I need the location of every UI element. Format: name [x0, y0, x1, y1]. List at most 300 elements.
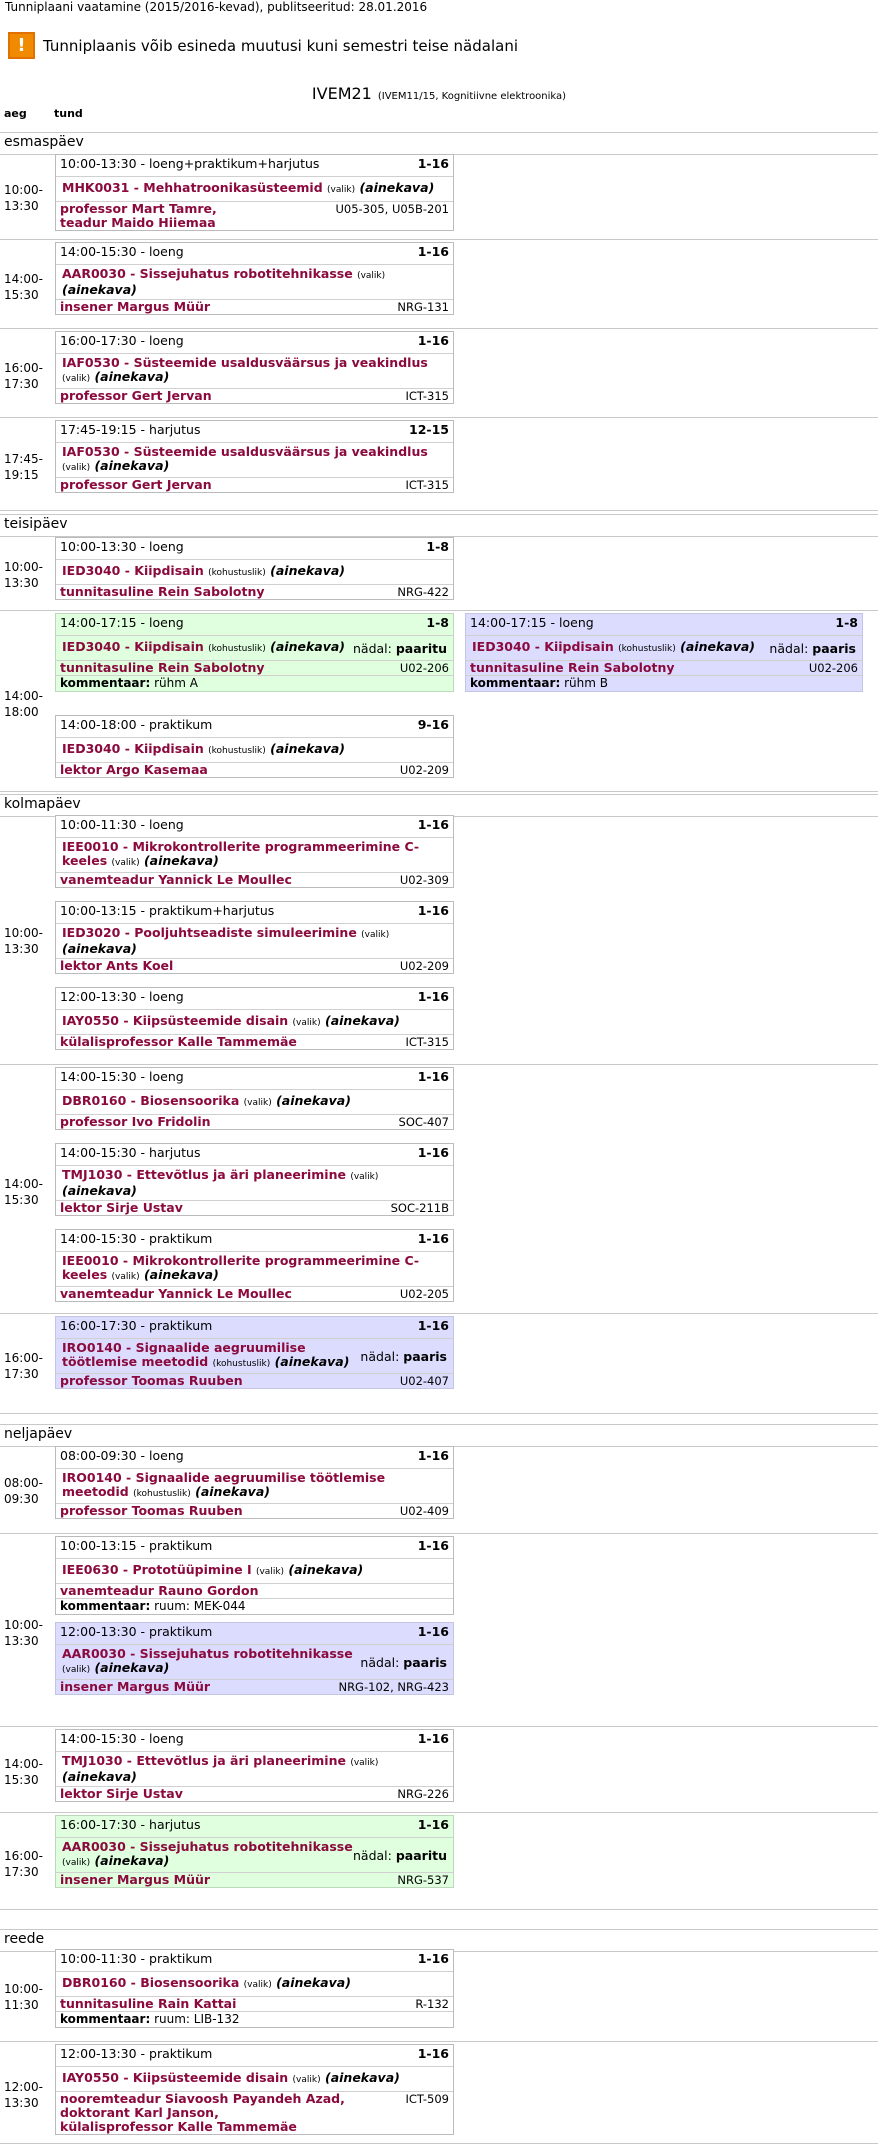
event-course — [466, 635, 862, 661]
day-heading: teisipäev — [0, 514, 878, 537]
event-room: U02-309 — [399, 873, 449, 887]
course-title: Kiipdisain — [134, 639, 204, 654]
event-room: NRG-131 — [397, 300, 449, 314]
ainekava-link[interactable]: (ainekava) — [94, 369, 170, 384]
event-time: 14:00-15:30 - — [60, 1069, 146, 1084]
slot-time: 10:00-13:30 — [4, 183, 43, 213]
week-value: paaritu — [395, 1847, 447, 1863]
course-title: Prototüüpimine I — [132, 1562, 252, 1577]
event-course — [56, 923, 453, 959]
slot-separator — [0, 791, 878, 792]
event-room: SOC-211B — [390, 1201, 449, 1215]
slot-time: 10:00-11:30 — [4, 1981, 43, 2012]
event-staff — [56, 2092, 453, 2134]
group-name: (IVEM11/15, Kognitiivne elektroonika) — [377, 91, 567, 102]
course-name[interactable]: TMJ1030 - Ettevõtlus ja äri planeerimine (valik) (ainekava) — [62, 1167, 379, 1198]
event-time-type — [60, 1537, 212, 1558]
event-weeks: 1-16 — [417, 1817, 449, 1832]
event-staff — [56, 873, 453, 887]
course-title: Sissejuhatus robotitehnikasse — [139, 1839, 353, 1854]
ainekava-link[interactable]: (ainekava) — [680, 639, 755, 654]
event-header — [466, 614, 862, 635]
event-weeks: 1-8 — [835, 615, 858, 630]
event-weeks: 1-16 — [417, 1145, 449, 1160]
teacher-name[interactable]: teadur Maido Hiiemaa — [60, 215, 216, 230]
event-weeks: 1-16 — [417, 1231, 449, 1246]
slot-separator — [0, 510, 878, 511]
course-title: Süsteemide usaldusväärsus ja veakindlus — [133, 355, 428, 370]
event-room: R-132 — [415, 1997, 449, 2011]
week-label: nädal: — [769, 640, 809, 656]
teacher-name[interactable]: tunnitasuline Rain Kattai — [60, 1996, 237, 2011]
course-tag: (valik) — [243, 1980, 272, 1990]
slot-time: 14:00-15:30 — [4, 1176, 43, 1207]
group-code: IVEM21 — [311, 84, 372, 103]
course-name[interactable]: IAF0530 - Süsteemide usaldusväärsus ja veakindlus (valik) (ainekava) — [62, 444, 428, 473]
comment-label: kommentaar: — [60, 2012, 151, 2026]
ainekava-link[interactable]: (ainekava) — [274, 1354, 350, 1369]
course-code: IED3040 — [62, 741, 121, 756]
time-column-header: aeg — [4, 107, 27, 120]
course-name[interactable]: IRO0140 - Signaalide aegruumilise töötlemise meetodid (kohustuslik) (ainekava) — [62, 1470, 386, 1499]
event-card — [55, 1729, 454, 1802]
event-course — [56, 837, 453, 873]
event-weeks: 1-16 — [417, 817, 449, 832]
course-code: IED3040 — [62, 639, 121, 654]
course-tag: (valik) — [243, 1098, 272, 1108]
course-tag: (valik) — [111, 858, 140, 868]
teacher-name[interactable]: professor Toomas Ruuben — [60, 1373, 243, 1388]
course-code: IAY0550 — [62, 1013, 119, 1028]
ainekava-link[interactable]: (ainekava) — [270, 741, 345, 756]
event-card — [465, 613, 863, 692]
teacher-name[interactable]: vanemteadur Rauno Gordon — [60, 1583, 259, 1598]
course-title: Mikrokontrollerite programmeerimine C-keeles — [62, 839, 420, 868]
staff-list — [60, 1504, 243, 1518]
course-tag: (valik) — [62, 374, 91, 384]
event-weeks: 1-16 — [417, 903, 449, 918]
ainekava-link[interactable]: (ainekava) — [94, 1660, 170, 1675]
course-code: TMJ1030 — [62, 1167, 123, 1182]
course-name[interactable]: MHK0031 - Mehhatroonikasüsteemid (valik) (ainekava) — [62, 180, 435, 195]
event-room: U02-209 — [399, 959, 449, 973]
course-tag: (valik) — [327, 185, 356, 195]
teacher-name[interactable]: tunnitasuline Rein Sabolotny — [60, 584, 265, 599]
event-time-type — [60, 1623, 212, 1644]
ainekava-link[interactable]: (ainekava) — [324, 1013, 400, 1028]
week-label: nädal: — [360, 1654, 400, 1670]
slot-time: 16:00-17:30 — [4, 1351, 43, 1381]
slot-time: 12:00-13:30 — [4, 2080, 43, 2110]
event-weeks: 1-16 — [417, 1951, 449, 1966]
staff-list — [60, 1374, 243, 1388]
ainekava-link[interactable]: (ainekava) — [62, 282, 137, 297]
event-course — [56, 1089, 453, 1115]
event-weeks: 12-15 — [409, 422, 449, 437]
staff-list — [60, 1873, 210, 1887]
event-header — [56, 614, 453, 635]
day-heading: kolmapäev — [0, 794, 878, 817]
event-time: 16:00-17:30 - — [60, 1318, 146, 1333]
course-code: TMJ1030 — [62, 1753, 123, 1768]
ainekava-link[interactable]: (ainekava) — [62, 1769, 137, 1784]
event-course — [56, 1468, 453, 1504]
event-type: loeng — [559, 615, 594, 630]
comment-text: ruum: LIB-132 — [154, 2012, 240, 2026]
week-value: paaris — [812, 640, 856, 656]
slot-time: 10:00-13:30 — [4, 926, 43, 956]
event-room: ICT-315 — [405, 478, 449, 492]
staff-list — [60, 478, 212, 492]
staff-list — [60, 585, 265, 599]
course-name[interactable]: IEE0010 - Mikrokontrollerite programmeerimine C-keeles (valik) (ainekava) — [62, 839, 420, 868]
warning-banner — [8, 32, 518, 59]
teacher-name[interactable]: vanemteadur Yannick Le Moullec — [60, 872, 292, 887]
teacher-name[interactable]: tunnitasuline Rein Sabolotny — [60, 660, 265, 675]
event-type: loeng — [149, 244, 184, 259]
course-title: Signaalide aegruumilise töötlemise meetodid — [62, 1340, 306, 1369]
event-weeks: 1-16 — [417, 1731, 449, 1746]
course-tag: (valik) — [350, 1758, 379, 1768]
event-room: U02-409 — [399, 1504, 449, 1518]
teacher-name[interactable]: professor Ivo Fridolin — [60, 1114, 211, 1129]
event-room: U02-206 — [399, 661, 449, 675]
comment-text: rühm B — [564, 676, 608, 690]
event-card — [55, 420, 454, 493]
event-weeks: 1-16 — [417, 1318, 449, 1333]
event-time-type — [60, 155, 319, 176]
ainekava-link[interactable]: (ainekava) — [288, 1562, 364, 1577]
week-value: paaris — [403, 1348, 447, 1364]
course-tag: (kohustuslik) — [212, 1359, 271, 1369]
event-room: U02-205 — [399, 1287, 449, 1301]
staff-list — [60, 661, 265, 675]
event-time: 10:00-11:30 - — [60, 817, 146, 832]
event-staff — [56, 1787, 453, 1801]
ainekava-link[interactable]: (ainekava) — [270, 563, 345, 578]
event-comment — [56, 2011, 453, 2027]
slot-separator — [0, 1726, 878, 1727]
week-label: nädal: — [352, 1847, 392, 1863]
event-room: ICT-509 — [405, 2092, 449, 2106]
event-time-type — [60, 816, 184, 837]
course-tag: (valik) — [361, 930, 390, 940]
course-name[interactable]: IAY0550 - Kiipsüsteemide disain (valik) (ainekava) — [62, 2070, 400, 2085]
ainekava-link[interactable]: (ainekava) — [143, 853, 219, 868]
event-header — [56, 1730, 453, 1751]
week-value: paaris — [403, 1654, 447, 1670]
ainekava-link[interactable]: (ainekava) — [94, 458, 170, 473]
event-weeks: 1-16 — [417, 989, 449, 1004]
course-name[interactable]: DBR0160 - Biosensoorika (valik) (ainekava) — [62, 1093, 351, 1108]
course-code: IAF0530 — [62, 355, 120, 370]
event-type: harjutus — [149, 422, 201, 437]
event-staff — [56, 1680, 453, 1694]
event-time: 16:00-17:30 - — [60, 1817, 146, 1832]
course-tag: (valik) — [292, 2075, 321, 2085]
event-type: praktikum — [149, 1231, 213, 1246]
event-time: 14:00-17:15 - — [470, 615, 556, 630]
event-comment — [56, 1598, 453, 1614]
course-tag: (valik) — [62, 463, 91, 473]
event-time-type — [60, 1447, 184, 1468]
event-course — [56, 2066, 453, 2092]
event-header — [56, 716, 453, 737]
slot-separator — [0, 2041, 878, 2042]
staff-list — [60, 1680, 210, 1694]
course-code: IAY0550 — [62, 2070, 119, 2085]
event-staff — [56, 1997, 453, 2011]
course-name[interactable]: IED3040 - Kiipdisain (kohustuslik) (ainekava) — [62, 563, 345, 578]
week-parity — [360, 1655, 447, 1670]
event-course — [56, 1009, 453, 1035]
ainekava-link[interactable]: (ainekava) — [276, 1093, 351, 1108]
course-name[interactable]: AAR0030 - Sissejuhatus robotitehnikasse (valik) (ainekava) — [62, 1646, 353, 1675]
event-staff — [56, 1374, 453, 1388]
event-header — [56, 155, 453, 176]
event-staff — [56, 1115, 453, 1129]
event-staff — [56, 1035, 453, 1049]
event-time: 10:00-13:15 - — [60, 903, 146, 918]
ainekava-link[interactable]: (ainekava) — [143, 1267, 219, 1282]
event-course — [56, 1837, 453, 1873]
event-time-type — [470, 614, 594, 635]
event-room: NRG-422 — [397, 585, 449, 599]
course-name[interactable]: IED3040 - Kiipdisain (kohustuslik) (ainekava) — [62, 741, 345, 756]
course-name[interactable]: IEE0630 - Prototüüpimine I (valik) (ainekava) — [62, 1562, 364, 1577]
event-weeks: 1-8 — [426, 539, 449, 554]
event-header — [56, 1623, 453, 1644]
course-name[interactable]: DBR0160 - Biosensoorika (valik) (ainekava) — [62, 1975, 351, 1990]
event-weeks: 1-16 — [417, 156, 449, 171]
event-type: praktikum — [149, 1318, 213, 1333]
event-staff — [56, 959, 453, 973]
event-time-type — [60, 902, 274, 923]
event-course — [56, 559, 453, 585]
course-name[interactable]: IRO0140 - Signaalide aegruumilise töötlemise meetodid (kohustuslik) (ainekava) — [62, 1340, 350, 1369]
slot-time: 16:00-17:30 — [4, 360, 43, 391]
course-name[interactable]: IED3040 - Kiipdisain (kohustuslik) (ainekava) — [472, 639, 755, 654]
event-type: loeng — [149, 817, 184, 832]
event-room: U02-206 — [808, 661, 858, 675]
course-code: IEE0010 — [62, 1253, 119, 1268]
week-parity — [360, 1349, 447, 1364]
event-comment — [466, 675, 862, 691]
event-staff — [56, 661, 453, 675]
event-card — [55, 154, 454, 231]
slot-time: 14:00-18:00 — [4, 688, 43, 719]
course-name[interactable]: AAR0030 - Sissejuhatus robotitehnikasse (valik) (ainekava) — [62, 266, 386, 297]
event-card — [55, 715, 454, 778]
course-title: Biosensoorika — [140, 1093, 240, 1108]
teacher-name[interactable]: insener Margus Müür — [60, 299, 211, 314]
course-name[interactable]: AAR0030 - Sissejuhatus robotitehnikasse (valik) (ainekava) — [62, 1839, 353, 1868]
event-card — [55, 815, 454, 888]
event-header — [56, 2045, 453, 2066]
event-card — [55, 1622, 454, 1695]
teacher-name[interactable]: tunnitasuline Rein Sabolotny — [470, 660, 675, 675]
event-type: loeng+praktikum+harjutus — [149, 156, 320, 171]
staff-list — [60, 389, 212, 403]
course-title: Kiipdisain — [544, 639, 614, 654]
teacher-name[interactable]: professor Mart Tamre, — [60, 201, 217, 216]
event-course — [56, 1751, 453, 1787]
event-room: ICT-315 — [405, 389, 449, 403]
week-label: nädal: — [352, 640, 392, 656]
event-weeks: 1-16 — [417, 1538, 449, 1553]
teacher-name[interactable]: lektor Argo Kasemaa — [60, 762, 208, 777]
ainekava-link[interactable]: (ainekava) — [270, 639, 345, 654]
slot-time: 16:00-17:30 — [4, 1848, 43, 1879]
course-code: AAR0030 — [62, 1839, 126, 1854]
event-time-type — [60, 1068, 184, 1089]
event-type: praktikum+harjutus — [149, 903, 275, 918]
event-room: NRG-226 — [397, 1787, 449, 1801]
event-card — [55, 987, 454, 1050]
slot-separator — [0, 328, 878, 329]
teacher-name[interactable]: insener Margus Müür — [60, 1679, 211, 1694]
event-type: loeng — [149, 1448, 184, 1463]
ainekava-link[interactable]: (ainekava) — [94, 1853, 170, 1868]
teacher-name[interactable]: lektor Ants Koel — [60, 958, 174, 973]
event-time: 10:00-11:30 - — [60, 1951, 146, 1966]
course-name[interactable]: IEE0010 - Mikrokontrollerite programmeerimine C-keeles (valik) (ainekava) — [62, 1253, 420, 1282]
event-card — [55, 242, 454, 315]
event-time: 14:00-17:15 - — [60, 615, 146, 630]
event-time: 14:00-15:30 - — [60, 1731, 146, 1746]
event-time-type — [60, 421, 200, 442]
week-parity — [353, 1848, 447, 1863]
day-heading: reede — [0, 1929, 878, 1952]
slot-time: 10:00-13:30 — [4, 1617, 43, 1648]
event-comment — [56, 675, 453, 691]
event-type: praktikum — [149, 717, 213, 732]
ainekava-link[interactable]: (ainekava) — [324, 2070, 400, 2085]
event-staff — [466, 661, 862, 675]
event-time-type — [60, 1317, 212, 1338]
teacher-name[interactable]: külalisprofessor Kalle Tammemäe — [60, 2119, 297, 2134]
teacher-name[interactable]: vanemteadur Yannick Le Moullec — [60, 1286, 292, 1301]
event-type: loeng — [149, 1731, 184, 1746]
event-weeks: 1-8 — [426, 615, 449, 630]
course-code: IED3040 — [62, 563, 121, 578]
event-time: 08:00-09:30 - — [60, 1448, 146, 1463]
ainekava-link[interactable]: (ainekava) — [359, 180, 435, 195]
page-header: Tunniplaani vaatamine (2015/2016-kevad), publitseeritud: 28.01.2016 — [5, 0, 428, 14]
course-tag: (valik) — [111, 1272, 140, 1282]
event-header — [56, 1317, 453, 1338]
slot-separator — [0, 1064, 878, 1065]
event-weeks: 1-16 — [417, 1448, 449, 1463]
week-parity — [769, 641, 856, 656]
course-code: AAR0030 — [62, 1646, 126, 1661]
staff-list — [60, 1201, 183, 1215]
warning-text: Tunniplaanis võib esineda muutusi kuni semestri teise nädalani — [43, 36, 518, 55]
event-time: 10:00-13:15 - — [60, 1538, 146, 1553]
course-name[interactable]: IED3020 - Pooljuhtseadiste simuleerimine (valik) (ainekava) — [62, 925, 390, 956]
course-name[interactable]: IED3040 - Kiipdisain (kohustuslik) (ainekava) — [62, 639, 345, 654]
slot-separator — [0, 2143, 878, 2144]
course-tag: (valik) — [255, 1567, 285, 1577]
event-room: U02-209 — [399, 763, 449, 777]
teacher-name[interactable]: lektor Sirje Ustav — [60, 1200, 183, 1215]
course-name[interactable]: IAY0550 - Kiipsüsteemide disain (valik) (ainekava) — [62, 1013, 400, 1028]
course-code: IRO0140 — [62, 1340, 122, 1355]
course-title: Kiipsüsteemide disain — [132, 1013, 289, 1028]
event-course — [56, 1338, 453, 1374]
staff-list — [60, 1287, 292, 1301]
slot-separator — [0, 1909, 878, 1910]
event-header — [56, 332, 453, 353]
event-time: 14:00-18:00 - — [60, 717, 146, 732]
lesson-column-header: tund — [54, 107, 83, 120]
event-staff — [56, 1504, 453, 1518]
event-room: U02-407 — [399, 1374, 449, 1388]
event-course — [56, 1644, 453, 1680]
comment-label: kommentaar: — [60, 1599, 151, 1613]
staff-list — [60, 1997, 236, 2011]
teacher-name[interactable]: professor Toomas Ruuben — [60, 1503, 243, 1518]
course-name[interactable]: IAF0530 - Süsteemide usaldusväärsus ja veakindlus (valik) (ainekava) — [62, 355, 428, 384]
event-course — [56, 1558, 453, 1584]
teacher-name[interactable]: lektor Sirje Ustav — [60, 1786, 183, 1801]
course-title: Biosensoorika — [140, 1975, 240, 1990]
teacher-name[interactable]: nooremteadur Siavoosh Payandeh Azad, — [60, 2091, 345, 2106]
event-type: loeng — [149, 615, 184, 630]
course-title: Ettevõtlus ja äri planeerimine — [136, 1167, 346, 1182]
event-time: 14:00-15:30 - — [60, 1145, 146, 1160]
ainekava-link[interactable]: (ainekava) — [62, 1183, 137, 1198]
event-course — [56, 176, 453, 202]
course-tag: (valik) — [62, 1858, 91, 1868]
event-room: U05-305, U05B-201 — [335, 202, 449, 216]
course-code: IED3020 — [62, 925, 121, 940]
event-type: harjutus — [149, 1817, 201, 1832]
ainekava-link[interactable]: (ainekava) — [276, 1975, 351, 1990]
event-time: 16:00-17:30 - — [60, 333, 146, 348]
ainekava-link[interactable]: (ainekava) — [62, 941, 137, 956]
event-time-type — [60, 716, 212, 737]
event-card — [55, 331, 454, 404]
comment-label: kommentaar: — [60, 676, 151, 690]
day-heading: esmaspäev — [0, 132, 878, 155]
event-time: 14:00-15:30 - — [60, 244, 146, 259]
event-staff — [56, 1584, 453, 1598]
teacher-name[interactable]: insener Margus Müür — [60, 1872, 211, 1887]
teacher-name[interactable]: professor Gert Jervan — [60, 388, 212, 403]
teacher-name[interactable]: doktorant Karl Janson, — [60, 2105, 219, 2120]
event-time-type — [60, 1816, 200, 1837]
event-card — [55, 1815, 454, 1888]
course-tag: (kohustuslik) — [133, 1489, 191, 1499]
event-staff — [56, 389, 453, 403]
event-time: 17:45-19:15 - — [60, 422, 146, 437]
slot-separator — [0, 417, 878, 418]
event-course — [56, 1251, 453, 1287]
event-card — [55, 1143, 454, 1216]
event-time: 12:00-13:30 - — [60, 2046, 146, 2061]
teacher-name[interactable]: professor Gert Jervan — [60, 477, 212, 492]
event-header — [56, 1230, 453, 1251]
course-tag: (kohustuslik) — [618, 644, 676, 654]
course-name[interactable]: TMJ1030 - Ettevõtlus ja äri planeerimine (valik) (ainekava) — [62, 1753, 379, 1784]
slot-separator — [0, 239, 878, 240]
course-title: Pooljuhtseadiste simuleerimine — [134, 925, 357, 940]
event-header — [56, 1447, 453, 1468]
teacher-name[interactable]: külalisprofessor Kalle Tammemäe — [60, 1034, 297, 1049]
ainekava-link[interactable]: (ainekava) — [195, 1484, 270, 1499]
event-header — [56, 538, 453, 559]
